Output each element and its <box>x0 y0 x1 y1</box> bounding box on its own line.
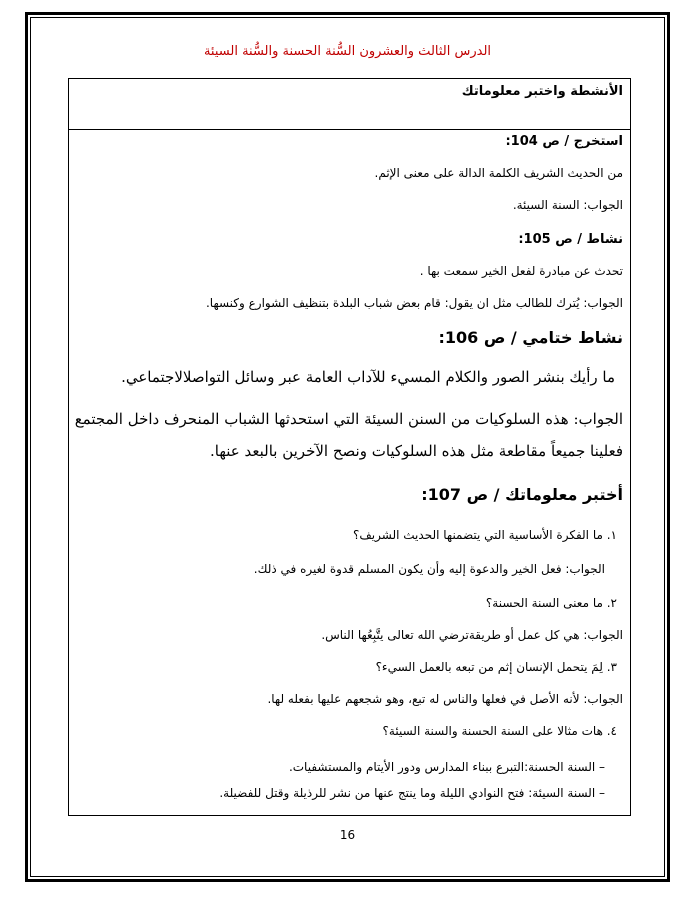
answer-2: الجواب: هي كل عمل أو طريقةترضي الله تعالى يتَّبِعُها الناس. <box>321 628 623 642</box>
heading-extract: استخرج / ص 104: <box>505 134 623 149</box>
question-3: ٣. لِمَ يتحمل الإنسان إثم من تبعه بالعمل السيء؟ <box>375 660 617 674</box>
heading-final-activity: نشاط ختامي / ص 106: <box>438 328 623 347</box>
page-number: 16 <box>339 828 356 842</box>
answer-4-bad: – السنة السيئة: فتح النوادي الليلة وما ينتج عنها من نشر للرذيلة وقتل للفضيلة. <box>219 786 605 800</box>
answer-extract: الجواب: السنة السيئة. <box>512 198 623 212</box>
heading-activity: نشاط / ص 105: <box>518 232 623 247</box>
question-activity: تحدث عن مبادرة لفعل الخير سمعت بها . <box>419 264 623 278</box>
answer-3: الجواب: لأنه الأصل في فعلها والناس له تبع، وهو شجعهم عليها بفعله لها. <box>267 692 623 706</box>
question-4: ٤. هات مثالا على السنة الحسنة والسنة السيئة؟ <box>382 724 617 738</box>
question-2: ٢. ما معنى السنة الحسنة؟ <box>485 596 617 610</box>
heading-test-knowledge: أختبر معلوماتك / ص 107: <box>421 485 623 504</box>
answer-final-activity-1: الجواب: هذه السلوكيات من السنن السيئة التي استحدثها الشباب المنحرف داخل المجتمع <box>74 410 623 428</box>
answer-1: الجواب: فعل الخير والدعوة إليه وأن يكون المسلم قدوة لغيره في ذلك. <box>253 562 605 576</box>
question-extract: من الحديث الشريف الكلمة الدالة على معنى الإثم. <box>374 166 623 180</box>
section-header: الأنشطة واختبر معلوماتك <box>461 84 623 99</box>
answer-final-activity-2: فعلينا جميعاً مقاطعة مثل هذه السلوكيات ونصح الآخرين بالبعد عنها. <box>209 442 623 460</box>
question-final-activity: ما رأيك بنشر الصور والكلام المسيء للآداب العامة عبر وسائل التواصلالاجتماعي. <box>121 368 615 386</box>
lesson-title: الدرس الثالث والعشرون السُّنة الحسنة والسُّنة السيئة <box>203 44 492 59</box>
answer-4-good: – السنة الحسنة:التبرع ببناء المدارس ودور الأيتام والمستشفيات. <box>288 760 605 774</box>
question-1: ١. ما الفكرة الأساسية التي يتضمنها الحديث الشريف؟ <box>353 528 617 542</box>
answer-activity: الجواب: يُترك للطالب مثل ان يقول: قام بعض شباب البلدة بتنظيف الشوارع وكنسها. <box>205 296 623 310</box>
